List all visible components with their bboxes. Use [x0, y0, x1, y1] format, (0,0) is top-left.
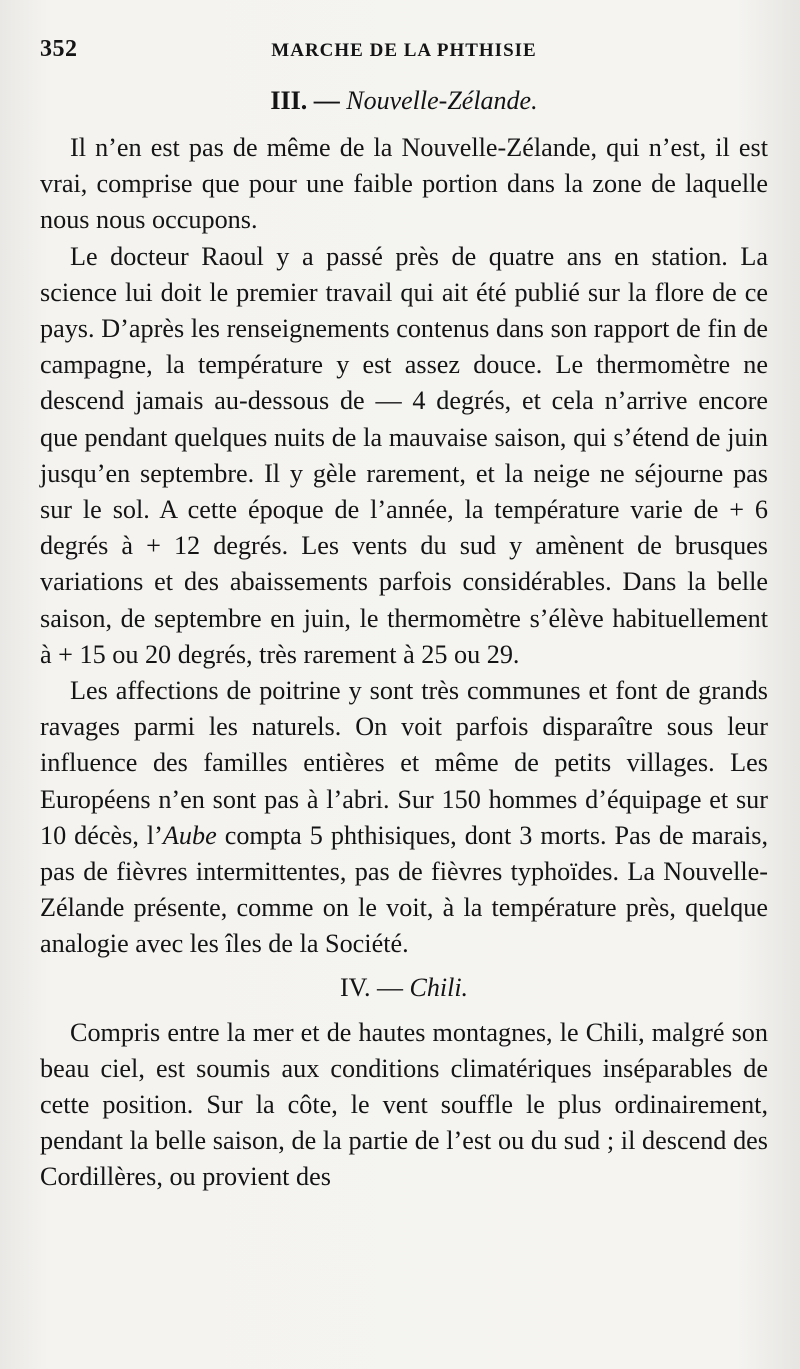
page-number: 352	[40, 36, 78, 62]
section-heading-nouvelle-zelande	[40, 84, 768, 118]
section-title: Chili.	[409, 972, 469, 1002]
section-heading-chili	[40, 971, 768, 1005]
section-number: IV. —	[339, 972, 404, 1002]
section-title: Nouvelle-Zélande.	[346, 86, 538, 115]
section-number: III. —	[270, 86, 340, 115]
paragraph-1: Il n’en est pas de même de la Nouvelle-Zélande, qui n’est, il est vrai, comprise que pour une faible portion dans la zone de laquelle nous nous occupons.	[40, 133, 768, 235]
page-header	[40, 36, 768, 80]
paragraph-3-text-b: compta 5 phthisiques, dont 3 morts. Pas de marais, pas de fièvres intermittentes, pas de fièvres typhoïdes. La Nouvelle-Zélande présente, comme on le voit, à la température près, quelque analogie avec les îles de la Société.	[40, 820, 768, 959]
ship-name-aube: Aube	[162, 820, 217, 850]
paragraph-4: Compris entre la mer et de hautes montagnes, le Chili, malgré son beau ciel, est soumis aux conditions climatériques inséparables de cette position. Sur la côte, le vent souffle le plus ordinairement, pendant la belle saison, de la partie de l’est ou du sud ; il descend des Cordillères, ou provient des	[40, 1017, 768, 1192]
running-head: MARCHE DE LA PHTHISIE	[271, 40, 537, 61]
paragraph-3	[40, 673, 768, 963]
paragraph-2: Le docteur Raoul y a passé près de quatre ans en station. La science lui doit le premier travail qui ait été publié sur la flore de ce pays. D’après les renseignements contenus dans son rapport de fin de campagne, la température y est assez douce. Le thermomètre ne descend jamais au-dessous de — 4 degrés, et cela n’arrive encore que pendant quelques nuits de la mauvaise saison, qui s’étend de juin jusqu’en septembre. Il y gèle rarement, et la neige ne séjourne pas sur le sol. A cette époque de l’année, la température varie de + 6 degrés à + 12 degrés. Les vents du sud y amènent de brusques variations et des abaissements parfois considérables. Dans la belle saison, de septembre en juin, le thermomètre s’élève habituellement à + 15 ou 20 degrés, très rarement à 25 ou 29.	[40, 241, 768, 669]
paragraph-3-text-a: Les affections de poitrine y sont très communes et font de grands ravages parmi les naturels. On voit parfois disparaître sous leur influence des familles entières et même de petits villages. Les Européens n’en sont pas à l’abri. Sur 150 hommes d’équipage et sur 10 décès, l’	[40, 676, 768, 850]
